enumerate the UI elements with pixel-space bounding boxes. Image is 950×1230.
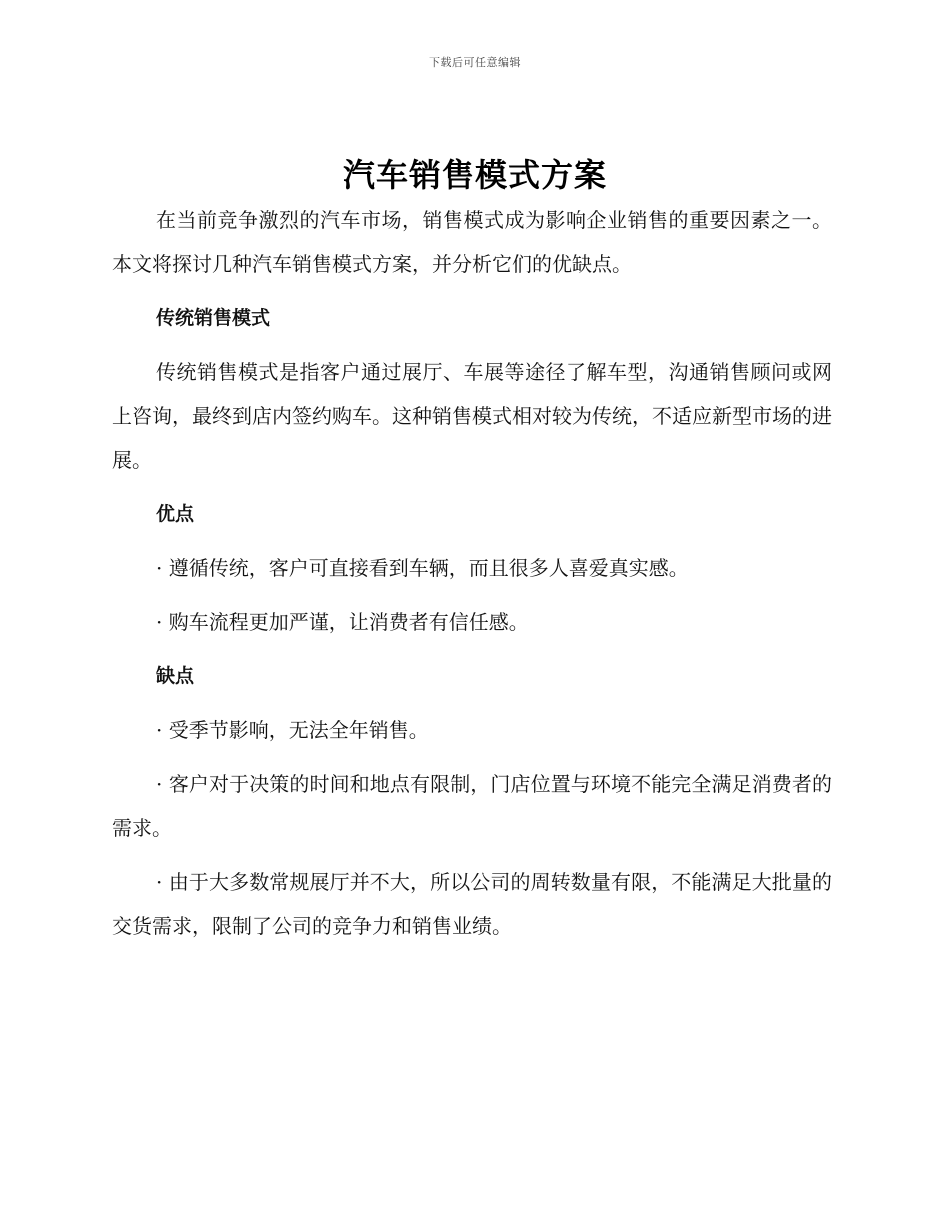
pros-item: · 购车流程更加严谨，让消费者有信任感。 [156, 610, 529, 634]
cons-heading: 缺点 [156, 665, 195, 687]
document-body [112, 198, 832, 958]
page-title: 汽车销售模式方案 [342, 156, 607, 194]
intro-paragraph: 在当前竞争激烈的汽车市场，销售模式成为影响企业销售的重要因素之一。本文将探讨几种汽车销售模式方案，并分析它们的优缺点。 [112, 208, 832, 276]
pros-item: · 遵循传统，客户可直接看到车辆，而且很多人喜爱真实感。 [156, 556, 689, 580]
section-paragraph: 传统销售模式是指客户通过展厅、车展等途径了解车型，沟通销售顾问或网上咨询，最终到店内签约购车。这种销售模式相对较为传统，不适应新型市场的进展。 [112, 360, 832, 472]
pros-heading: 优点 [156, 503, 195, 525]
cons-item: · 由于大多数常规展厅并不大，所以公司的周转数量有限，不能满足大批量的交货需求，限制了公司的竞争力和销售业绩。 [112, 870, 832, 938]
cons-item: · 客户对于决策的时间和地点有限制，门店位置与环境不能完全满足消费者的需求。 [112, 772, 832, 840]
section-heading: 传统销售模式 [156, 307, 271, 329]
cons-item: · 受季节影响，无法全年销售。 [156, 718, 429, 742]
header-note: 下载后可任意编辑 [429, 56, 521, 69]
